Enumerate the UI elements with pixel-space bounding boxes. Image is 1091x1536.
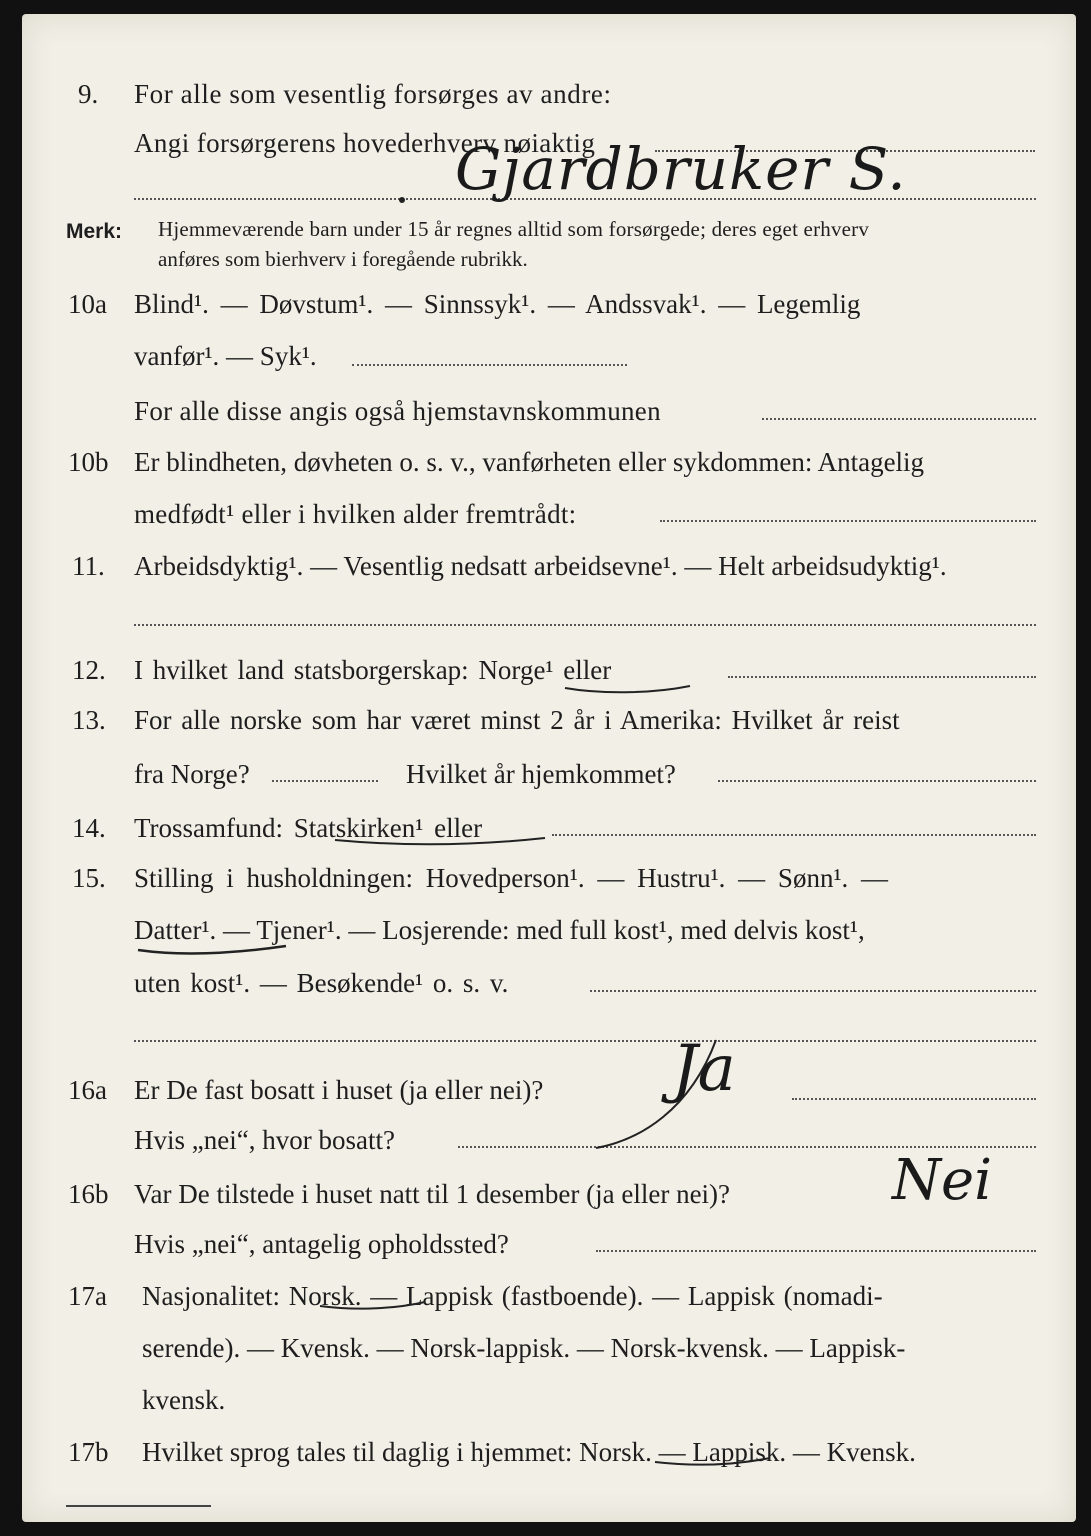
- item-number: 15.: [72, 863, 106, 893]
- question-text: Hvis „nei“, antagelig opholdssted?: [134, 1229, 509, 1259]
- item-number: 11.: [72, 551, 105, 581]
- question-text: Er blindheten, døvheten o. s. v., vanførheten eller sykdommen: Antagelig: [134, 447, 925, 477]
- item-number: 9.: [78, 79, 99, 109]
- item-number: 10b: [68, 447, 109, 477]
- note-label: Merk:: [66, 220, 123, 243]
- item-number: 14.: [72, 813, 106, 843]
- question-text: Er De fast bosatt i huset (ja eller nei)?: [134, 1075, 544, 1105]
- question-text: Blind¹. — Døvstum¹. — Sinnssyk¹. — Andssvak¹. — Legemlig: [134, 289, 861, 319]
- question-text: uten kost¹. — Besøkende¹ o. s. v.: [134, 968, 509, 998]
- question-text: Trossamfund: Statskirken¹ eller: [134, 813, 483, 843]
- question-text: vanfør¹. — Syk¹.: [134, 341, 317, 371]
- question-text: For alle disse angis også hjemstavnskommunen: [134, 396, 661, 426]
- question-text: For alle som vesentlig forsørges av andre:: [134, 79, 612, 109]
- item-number: 16b: [68, 1179, 109, 1209]
- question-text: Angi forsørgerens hovederhverv nøiaktig: [134, 128, 596, 158]
- question-text: For alle norske som har været minst 2 år i Amerika: Hvilket år reist: [134, 705, 900, 735]
- handwritten-answer: Ja: [672, 1032, 736, 1106]
- question-text: fra Norge?: [134, 759, 250, 789]
- question-text: Var De tilstede i huset natt til 1 desember (ja eller nei)?: [134, 1179, 731, 1209]
- handwritten-answer: Nei: [892, 1148, 993, 1213]
- item-number: 16a: [68, 1075, 107, 1105]
- question-text: Arbeidsdyktig¹. — Vesentlig nedsatt arbeidsevne¹. — Helt arbeidsudyktig¹.: [134, 551, 947, 581]
- question-text: Hvilket sprog tales til daglig i hjemmet: Norsk. — Lappisk. — Kvensk.: [142, 1437, 916, 1467]
- item-number: 12.: [72, 655, 106, 685]
- note-text: anføres som bierhverv i foregående rubrikk.: [158, 247, 528, 271]
- question-text: Stilling i husholdningen: Hovedperson¹. — Hustru¹. — Sønn¹. —: [134, 863, 889, 893]
- question-text: Hvilket år hjemkommet?: [406, 759, 676, 789]
- question-text: medfødt¹ eller i hvilken alder fremtrådt:: [134, 499, 577, 529]
- question-text: Nasjonalitet: Norsk. — Lappisk (fastboende). — Lappisk (nomadi-: [142, 1281, 883, 1311]
- item-number: 17b: [68, 1437, 109, 1467]
- item-number: 13.: [72, 705, 106, 735]
- question-text: I hvilket land statsborgerskap: Norge¹ eller: [134, 655, 612, 685]
- question-text: Hvis „nei“, hvor bosatt?: [134, 1125, 395, 1155]
- item-number: 17a: [68, 1281, 107, 1311]
- item-number: 10a: [68, 289, 107, 319]
- question-text: kvensk.: [142, 1385, 226, 1415]
- question-text: Datter¹. — Tjener¹. — Losjerende: med full kost¹, med delvis kost¹,: [134, 915, 865, 945]
- note-text: Hjemmeværende barn under 15 år regnes alltid som forsørgede; deres eget erhverv: [158, 217, 870, 241]
- question-text: serende). — Kvensk. — Norsk-lappisk. — Norsk-kvensk. — Lappisk-: [142, 1333, 906, 1363]
- handwritten-answer: Gjardbruker S.: [455, 135, 907, 203]
